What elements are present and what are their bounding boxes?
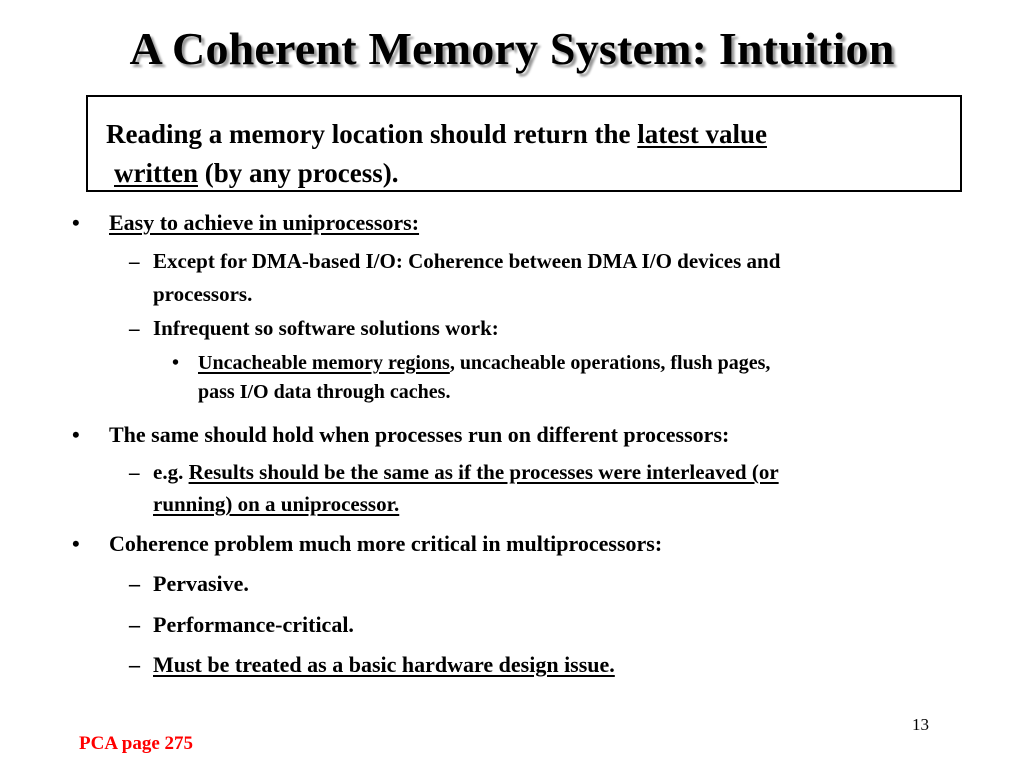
bullet-1 [72, 210, 420, 236]
subsub-line-2: pass I/O data through caches. [198, 381, 451, 403]
bullet-1-sub-1-line-2: processors. [153, 282, 253, 306]
performance-critical-text: Performance-critical. [153, 612, 354, 637]
bullet-3-sub-2-dash: – [129, 612, 140, 637]
bullet-3-sub-2 [129, 612, 354, 638]
bullet-1-sub-1-line-1: Except for DMA-based I/O: Coherence between DMA I/O devices and [153, 249, 781, 273]
bullet-3-sub-3-dash: – [129, 652, 140, 677]
bullet-2-sub-1-line-1 [153, 460, 779, 485]
uncacheable-memory-regions-underlined: Uncacheable memory regions [198, 352, 450, 374]
footer-reference: PCA page 275 [79, 733, 193, 754]
bullet-2-sub-1-dash: – [129, 460, 140, 484]
bullet-1-sub-2-dash: – [129, 316, 140, 340]
results-underlined-line-2: running) on a uniprocessor. [153, 492, 400, 516]
bullet-1-text: Easy to achieve in uniprocessors: [109, 210, 420, 235]
bullet-3-text: Coherence problem much more critical in multiprocessors: [109, 531, 663, 556]
bullet-1-marker: • [72, 210, 80, 235]
bullet-3-sub-3 [129, 652, 615, 678]
bullet-1-sub-2-subsub [172, 352, 771, 375]
boxed-statement-prefix: Reading a memory location should return the [106, 119, 638, 149]
written-underlined: written [114, 158, 198, 188]
latest-value-underlined: latest value [637, 119, 767, 149]
boxed-statement-line-1 [106, 115, 940, 154]
boxed-statement-suffix: (by any process). [197, 158, 399, 188]
slide-title: A Coherent Memory System: Intuition [129, 23, 895, 74]
bullet-2-sub-1 [129, 460, 779, 485]
pervasive-text: Pervasive. [153, 571, 249, 596]
bullet-2 [72, 422, 730, 448]
subsub-bullet-marker: • [172, 352, 180, 374]
bullet-2-marker: • [72, 422, 80, 447]
page-number: 13 [912, 715, 929, 734]
bullet-3-sub-1-dash: – [129, 571, 140, 596]
bullet-1-sub-1 [129, 249, 781, 274]
bullet-1-sub-2-text: Infrequent so software solutions work: [153, 316, 499, 340]
results-underlined-line-1: Results should be the same as if the processes were interleaved (or [188, 460, 779, 484]
bullet-2-text: The same should hold when processes run on different processors: [109, 422, 730, 447]
bullet-3-marker: • [72, 531, 80, 556]
bullet-1-sub-2 [129, 316, 499, 341]
boxed-statement-line-2 [106, 154, 940, 193]
eg-prefix: e.g. [153, 460, 189, 484]
bullet-3 [72, 531, 663, 557]
hardware-design-issue-underlined: Must be treated as a basic hardware design issue. [153, 652, 615, 677]
subsub-line-1-rest: , uncacheable operations, flush pages, [449, 352, 771, 374]
bullet-3-sub-1 [129, 571, 249, 597]
subsub-line-1 [198, 352, 770, 375]
boxed-statement [86, 95, 962, 192]
bullet-1-sub-1-dash: – [129, 249, 140, 273]
